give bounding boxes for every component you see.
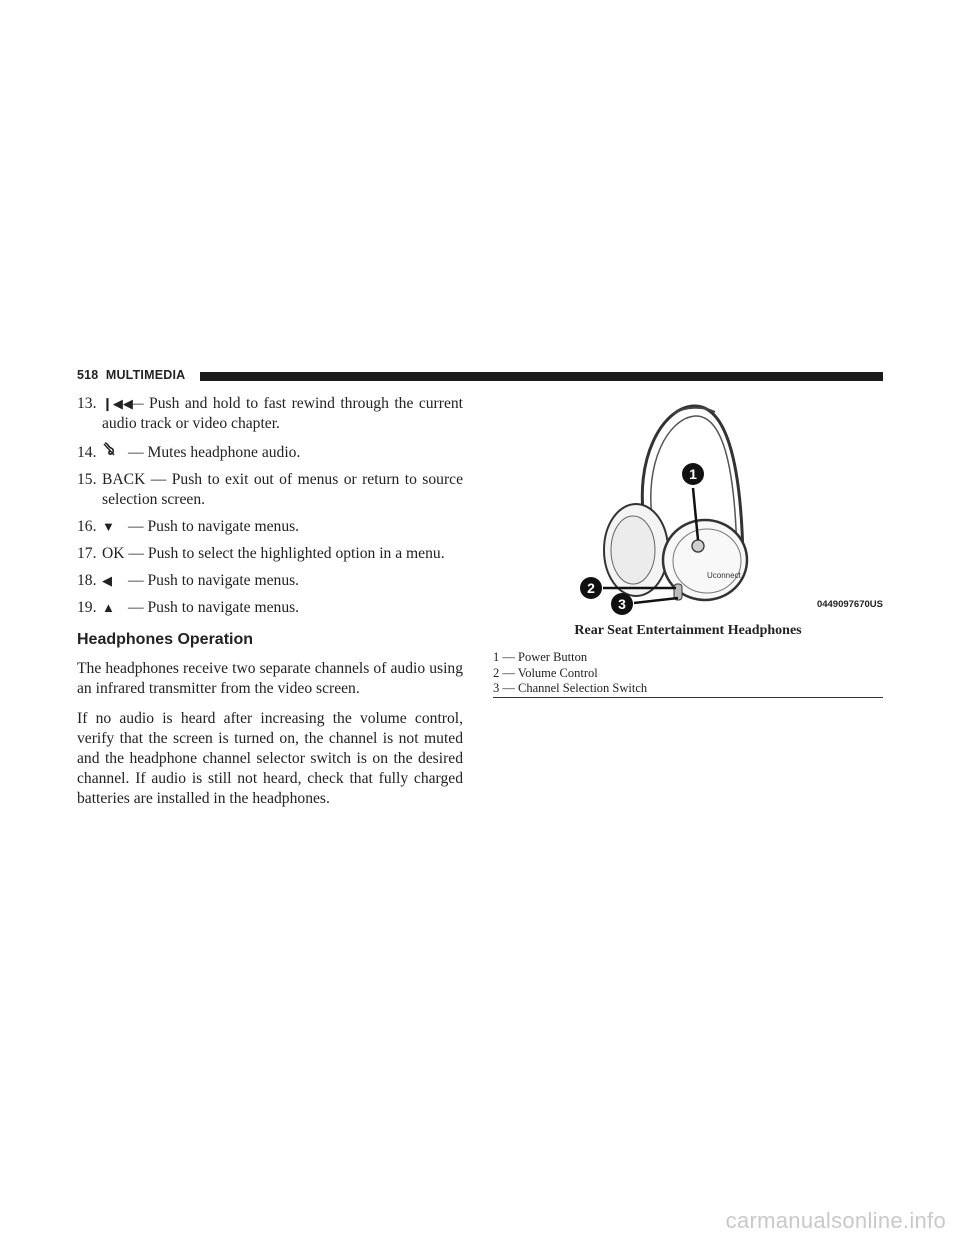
mute-icon bbox=[102, 441, 128, 463]
svg-text:2: 2 bbox=[587, 580, 595, 596]
left-column bbox=[77, 394, 463, 819]
list-item: 13. ❙◀◀— Push and hold to fast rewind through the current audio track or video chapter. bbox=[77, 395, 463, 432]
list-item: 14. — Mutes headphone audio. bbox=[77, 441, 463, 463]
page-header-label: 518 MULTIMEDIA bbox=[77, 368, 186, 382]
svg-text:Uconnect: Uconnect bbox=[707, 571, 741, 580]
figure-caption: Rear Seat Entertainment Headphones bbox=[574, 623, 802, 638]
up-arrow-icon: ▲ bbox=[102, 600, 115, 615]
list-item: 16. ▼ — Push to navigate menus. bbox=[77, 518, 300, 535]
figure-legend bbox=[493, 650, 883, 697]
header-rule bbox=[200, 372, 883, 381]
list-item: 18. ◀ — Push to navigate menus. bbox=[77, 572, 300, 589]
headphones-illustration bbox=[493, 398, 883, 620]
list-item: 17. OK — Push to select the highlighted option in a menu. bbox=[77, 545, 445, 562]
rewind-icon: ❙◀◀ bbox=[102, 396, 133, 411]
page-header bbox=[77, 369, 883, 383]
legend-item: 3 — Channel Selection Switch bbox=[493, 681, 648, 695]
body-paragraph: The headphones receive two separate channels of audio using an infrared transmitter from the video screen. bbox=[77, 660, 463, 697]
watermark: carmanualsonline.info bbox=[725, 1208, 946, 1233]
power-button-icon bbox=[692, 540, 704, 552]
legend-item: 2 — Volume Control bbox=[493, 665, 598, 680]
left-arrow-icon: ◀ bbox=[102, 573, 112, 588]
down-arrow-icon: ▼ bbox=[102, 519, 115, 534]
list-item: 15. BACK — Push to exit out of menus or return to source selection screen. bbox=[77, 471, 463, 508]
body-paragraph: If no audio is heard after increasing the volume control, verify that the screen is turned on, the channel is not muted and the headphone channel selector switch is on the desired channel. If audio is still not heard, check that fully charged batteries are installed in the headphones. bbox=[77, 710, 463, 807]
list-item: 19. ▲ — Push to navigate menus. bbox=[77, 599, 300, 616]
legend-rule bbox=[493, 697, 883, 698]
svg-text:3: 3 bbox=[618, 596, 626, 612]
figure-code: 0449097670US bbox=[816, 599, 883, 610]
legend-item: 1 — Power Button bbox=[493, 650, 588, 664]
headphones-figure bbox=[493, 398, 883, 620]
svg-text:1: 1 bbox=[689, 466, 697, 482]
section-heading: Headphones Operation bbox=[77, 631, 254, 648]
